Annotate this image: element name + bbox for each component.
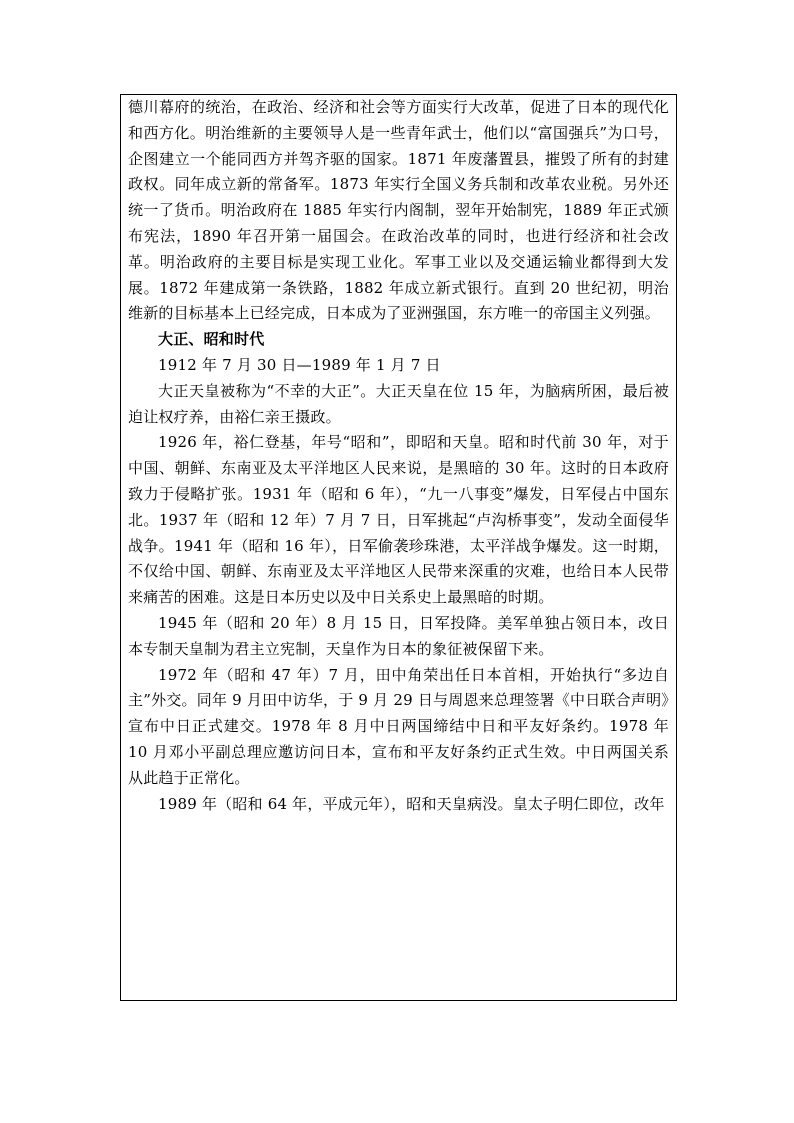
date-range: 1912 年 7 月 30 日—1989 年 1 月 7 日 [158,355,441,374]
paragraph-normalization: 1972 年（昭和 47 年）7 月，田中角荣出任日本首相，开始执行“多边自主”外交。同年 9 月田中访华，于 9 月 29 日与周恩来总理签署《中日联合声明》宣布中日正式建交。1978 年 8 月中日两国缔结中日和平友好条约。1978 年 10 月邓小平副总理应邀访问日本，宣布和平友好条约正式生效。中日两国关系从此趋于正常化。 [128,665,669,787]
paragraph-taisho: 大正天皇被称为“不幸的大正”。大正天皇在位 15 年，为脑病所困，最后被迫让权疗养，由裕仁亲王摄政。 [128,381,669,426]
paragraph-heisei: 1989 年（昭和 64 年，平成元年），昭和天皇病没。皇太子明仁即位，改年 [158,794,665,813]
paragraph-surrender: 1945 年（昭和 20 年）8 月 15 日，日军投降。美军单独占领日本，改日本专制天皇制为君主立宪制，天皇作为日本的象征被保留下来。 [128,613,669,658]
paragraph-showa-early: 1926 年，裕仁登基，年号“昭和”，即昭和天皇。昭和时代前 30 年，对于中国、朝鲜、东南亚及太平洋地区人民来说，是黑暗的 30 年。这时的日本政府致力于侵略扩张。1931 年（昭和 6 年），“九一八事变”爆发，日军侵占中国东北。1937 年（昭和 12 年）7 月 7 日，日军挑起“卢沟桥事变”，发动全面侵华战争。1941 年（昭和 16 年），日军偷袭珍珠港，太平洋战争爆发。这一时期，不仅给中国、朝鲜、东南亚及太平洋地区人民带来深重的灾难，也给日本人民带来痛苦的困难。这是日本历史以及中日关系史上最黑暗的时期。 [128,433,669,607]
paragraph-meiji-reform: 德川幕府的统治，在政治、经济和社会等方面实行大改革，促进了日本的现代化和西方化。明治维新的主要领导人是一些青年武士，他们以“富国强兵”为口号，企图建立一个能同西方并驾齐驱的国家。1871 年废藩置县，摧毁了所有的封建政权。同年成立新的常备军。1873 年实行全国义务兵制和改革农业税。另外还统一了货币。明治政府在 1885 年实行内阁制，翌年开始制宪，1889 年正式颁布宪法，1890 年召开第一届国会。在政治改革的同时，也进行经济和社会改革。明治政府的主要目标是实现工业化。军事工业以及交通运输业都得到大发展。1872 年建成第一条铁路，1882 年成立新式银行。直到 20 世纪初，明治维新的目标基本上已经完成，日本成为了亚洲强国，东方唯一的帝国主义列强。 [128,98,669,323]
section-heading: 大正、昭和时代 [158,330,265,349]
page-border [120,94,677,1001]
document-body [128,95,669,817]
